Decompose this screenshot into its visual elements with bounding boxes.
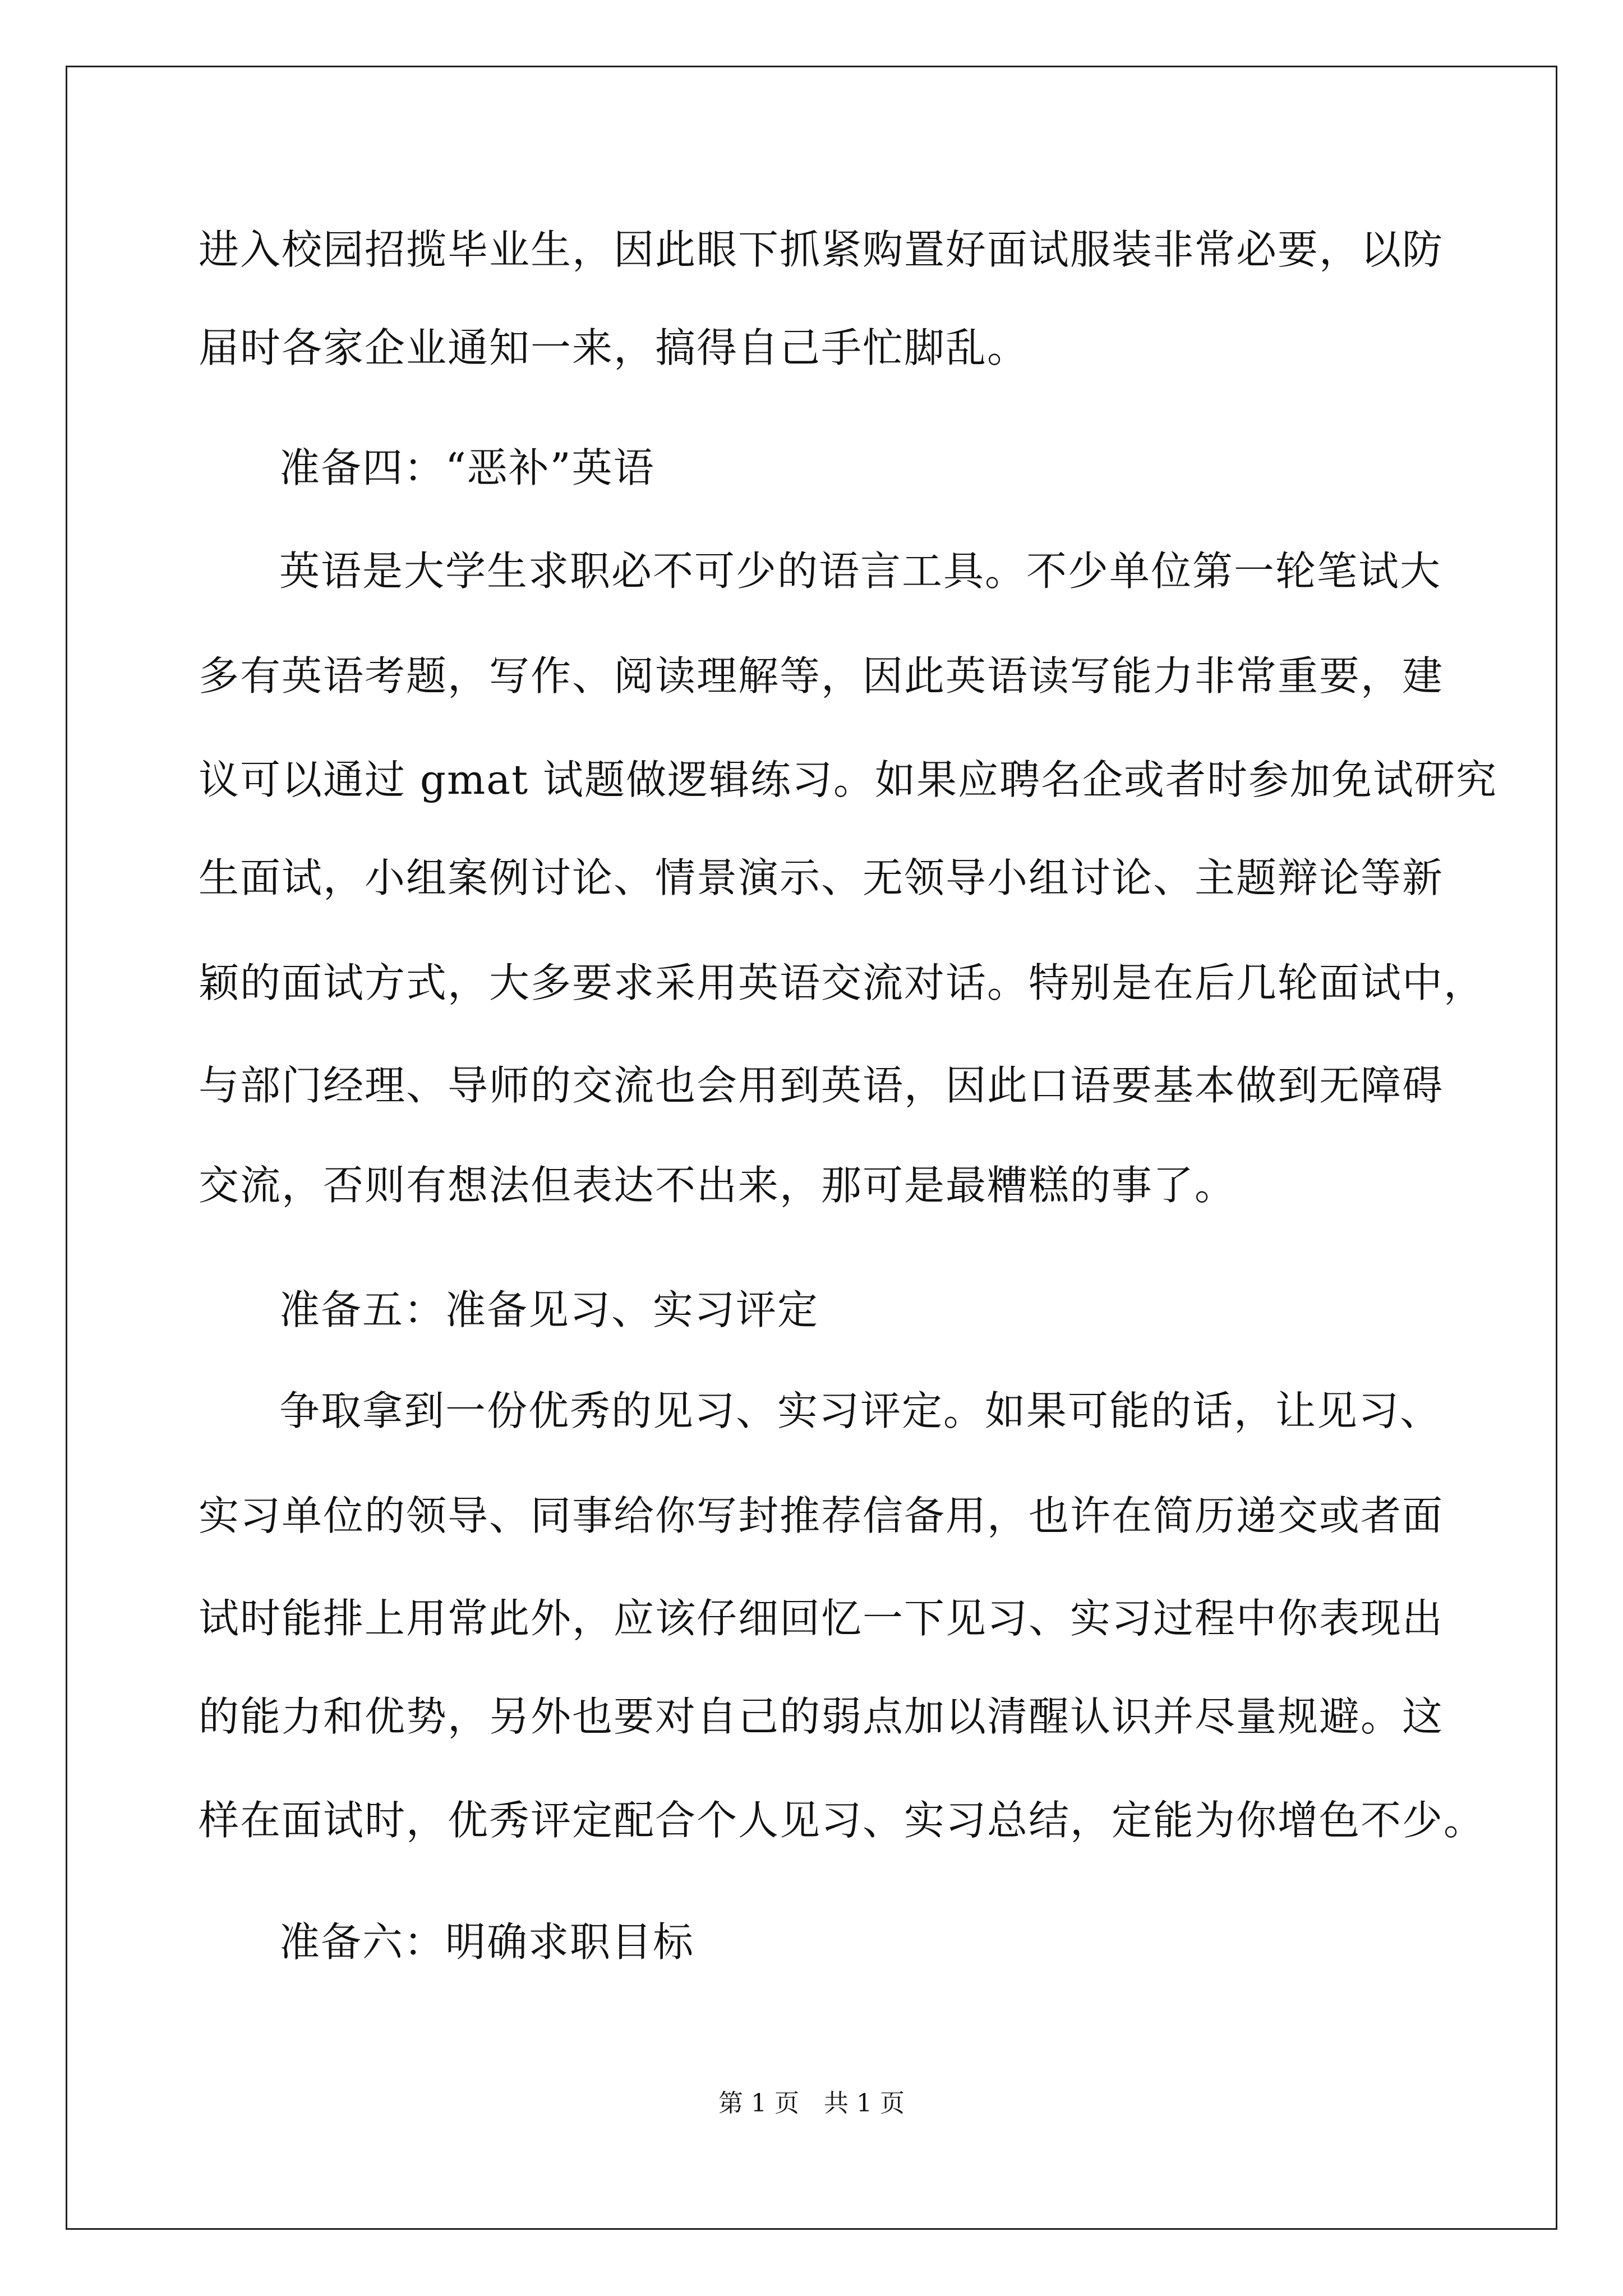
section-heading: 准备四：“恶补”英语 (279, 444, 655, 491)
section-heading: 准备五：准备见习、实习评定 (279, 1286, 819, 1333)
text-line: 议可以通过 gmat 试题做逻辑练习。如果应聘名企或者时参加免试研究 (199, 756, 1497, 803)
text-line: 进入校园招揽毕业生，因此眼下抓紧购置好面试服装非常必要，以防 (199, 226, 1444, 273)
text-line: 生面试，小组案例讨论、情景演示、无领导小组讨论、主题辩论等新 (199, 854, 1444, 901)
text-line: 试时能排上用常此外，应该仔细回忆一下见习、实习过程中你表现出 (199, 1595, 1444, 1642)
text-line: 多有英语考题，写作、阅读理解等，因此英语读写能力非常重要，建 (199, 652, 1444, 700)
section-heading: 准备六：明确求职目标 (279, 1918, 695, 1966)
text-line: 实习单位的领导、同事给你写封推荐信备用，也许在简历递交或者面 (199, 1492, 1444, 1539)
text-line: 样在面试时，优秀评定配合个人见习、实习总结，定能为你增色不少。 (199, 1797, 1486, 1844)
text-line: 与部门经理、导师的交流也会用到英语，因此口语要基本做到无障碍 (199, 1062, 1444, 1109)
page-border (66, 66, 1557, 2230)
text-line: 争取拿到一份优秀的见习、实习评定。如果可能的话，让见习、 (279, 1387, 1442, 1434)
text-line: 届时各家企业通知一来，搞得自己手忙脚乱。 (199, 324, 1029, 371)
text-line: 英语是大学生求职必不可少的语言工具。不少单位第一轮笔试大 (279, 547, 1442, 595)
text-line: 交流，否则有想法但表达不出来，那可是最糟糕的事了。 (199, 1162, 1237, 1209)
page-number: 第 1 页 共 1 页 (718, 2089, 905, 2118)
text-line: 的能力和优势，另外也要对自己的弱点加以清醒认识并尽量规避。这 (199, 1693, 1444, 1740)
text-line: 颖的面试方式，大多要求采用英语交流对话。特别是在后几轮面试中， (199, 959, 1486, 1006)
